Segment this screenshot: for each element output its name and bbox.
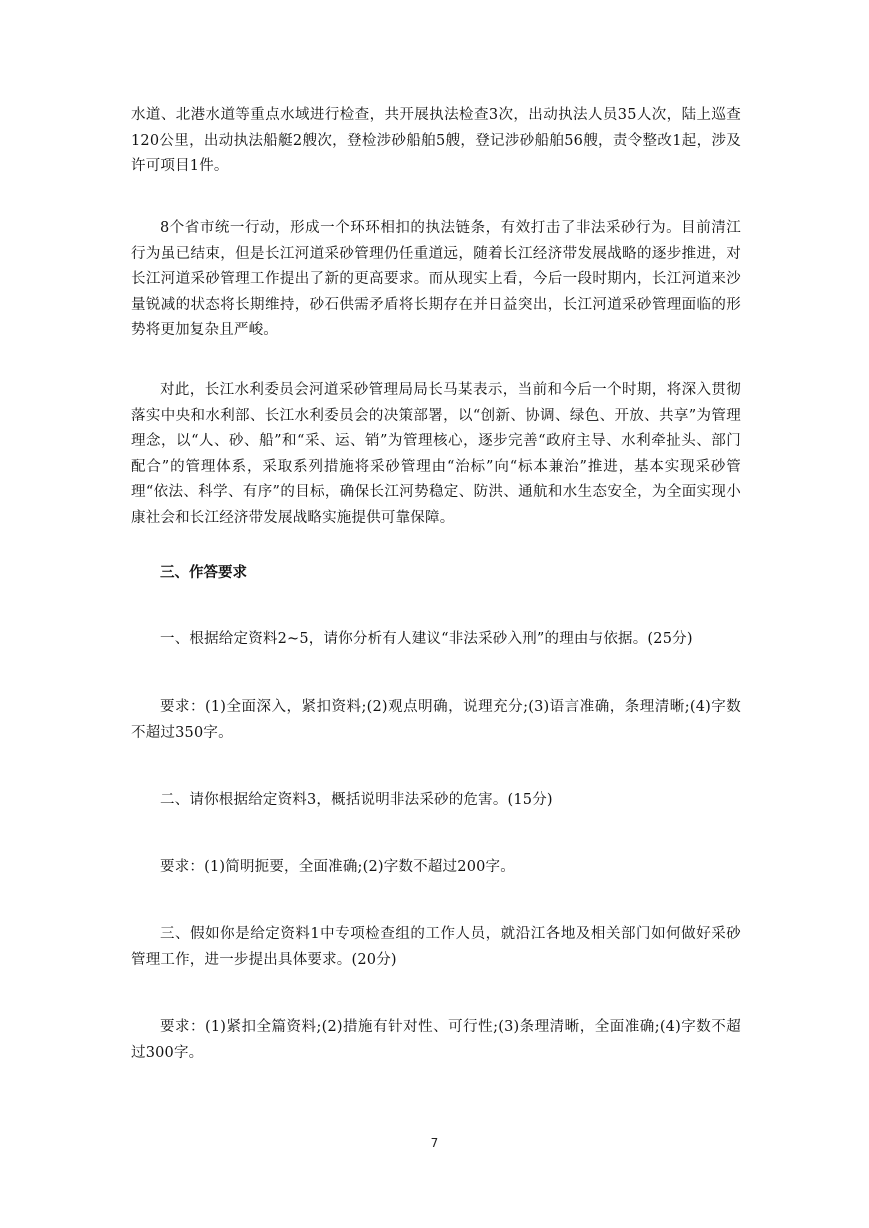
paragraph-inspection-summary: 水道、北港水道等重点水域进行检查，共开展执法检查3次，出动执法人员35人次，陆上巡查120公里，出动执法船艇2艘次，登检涉砂船舶5艘，登记涉砂船舶56艘，责令整改1起，涉及许可项目1件。 bbox=[131, 107, 741, 174]
paragraph-bureau-statement: 对此，长江水利委员会河道采砂管理局局长马某表示，当前和今后一个时期，将深入贯彻落实中央和水利部、长江水利委员会的决策部署，以“创新、协调、绿色、开放、共享”为管理理念，以“人、砂、船”和“采、运、销”为管理核心，逐步完善“政府主导、水利牵扯头、部门配合”的管理体系，采取系列措施将采砂管理由“治标”向“标本兼治”推进，基本实现采砂管理“依法、科学、有序”的目标，确保长江河势稳定、防洪、通航和水生态安全，为全面实现小康社会和长江经济带发展战略实施提供可靠保障。 bbox=[131, 382, 741, 526]
question-2: 二、请你根据给定资料3，概括说明非法采砂的危害。(15分) bbox=[160, 792, 553, 808]
question-3: 三、假如你是给定资料1中专项检查组的工作人员，就沿江各地及相关部门如何做好采砂管理工作，进一步提出具体要求。(20分) bbox=[131, 926, 741, 968]
paragraph-joint-action: 8个省市统一行动，形成一个环环相扣的执法链条，有效打击了非法采砂行为。目前清江行为虽已结束，但是长江河道采砂管理仍任重道远，随着长江经济带发展战略的逐步推进，对长江河道采砂管理工作提出了新的更高要求。而从现实上看，今后一段时期内，长江河道来沙量锐减的状态将长期维持，砂石供需矛盾将长期存在并日益突出，长江河道采砂管理面临的形势将更加复杂且严峻。 bbox=[131, 220, 741, 338]
question-1: 一、根据给定资料2~5，请你分析有人建议“非法采砂入刑”的理由与依据。(25分) bbox=[160, 631, 693, 647]
question-1-requirements: 要求：(1)全面深入，紧扣资料;(2)观点明确，说理充分;(3)语言准确，条理清晰;(4)字数不超过350字。 bbox=[131, 699, 741, 741]
page-number: 7 bbox=[430, 1136, 439, 1150]
section-heading: 三、作答要求 bbox=[160, 565, 247, 581]
question-2-requirements: 要求：(1)简明扼要，全面准确;(2)字数不超过200字。 bbox=[160, 859, 515, 875]
question-3-requirements: 要求：(1)紧扣全篇资料;(2)措施有针对性、可行性;(3)条理清晰，全面准确;(4)字数不超过300字。 bbox=[131, 1019, 741, 1061]
